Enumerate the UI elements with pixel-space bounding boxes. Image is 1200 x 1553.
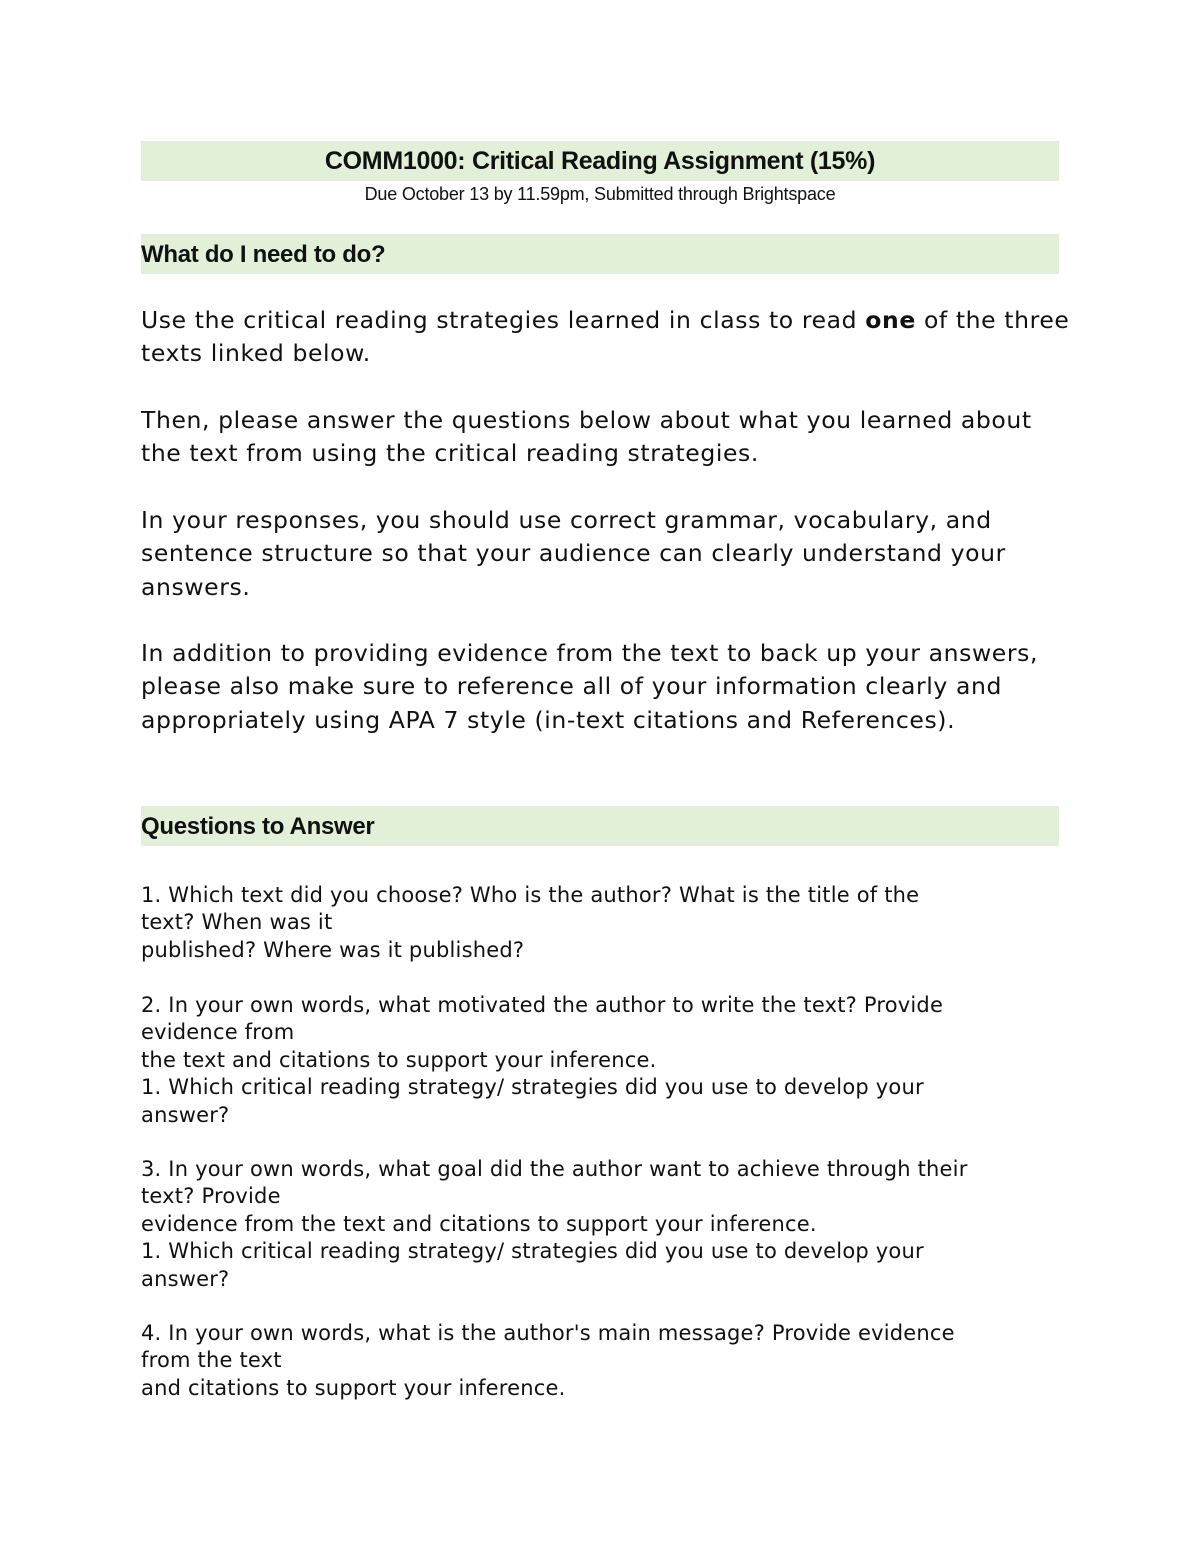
p1-emphasis: one xyxy=(865,306,916,334)
p1-text-start: Use the critical reading strategies learned in class to read xyxy=(141,306,866,334)
instruction-paragraph-3: In your responses, you should use correct grammar, vocabulary, and sentence structure so that your audience can clearly understand your answers. xyxy=(141,506,1006,601)
question-1: 1. Which text did you choose? Who is the author? What is the title of the text? When was it published? Where was it published? xyxy=(141,883,920,962)
instruction-paragraph-1 xyxy=(141,304,1071,371)
section-heading-questions: Questions to Answer xyxy=(141,813,375,840)
due-date-subtitle: Due October 13 by 11.59pm, Submitted through Brightspace xyxy=(364,184,836,204)
document-title: COMM1000: Critical Reading Assignment (15%) xyxy=(324,147,876,175)
instruction-paragraph-4: In addition to providing evidence from the text to back up your answers, please also make sure to reference all of your information clearly and appropriately using APA 7 style (in-text citations and References). xyxy=(141,639,1039,734)
question-2: 2. In your own words, what motivated the author to write the text? Provide evidence from the text and citations to support your inference. 1. Which critical reading strategy/ strategies did you use to develop your answer? xyxy=(141,993,944,1127)
question-3: 3. In your own words, what goal did the author want to achieve through their text? Provide evidence from the text and citations to support your inference. 1. Which critical reading strategy/ strategies did you use to develop your answer? xyxy=(141,1157,968,1291)
question-4: 4. In your own words, what is the author's main message? Provide evidence from the text and citations to support your inference. xyxy=(141,1321,955,1400)
instruction-paragraph-2: Then, please answer the questions below about what you learned about the text from using the critical reading strategies. xyxy=(141,406,1032,468)
section-heading-instructions: What do I need to do? xyxy=(141,241,386,268)
p1-text-end: of the three texts linked below. xyxy=(141,306,1070,368)
